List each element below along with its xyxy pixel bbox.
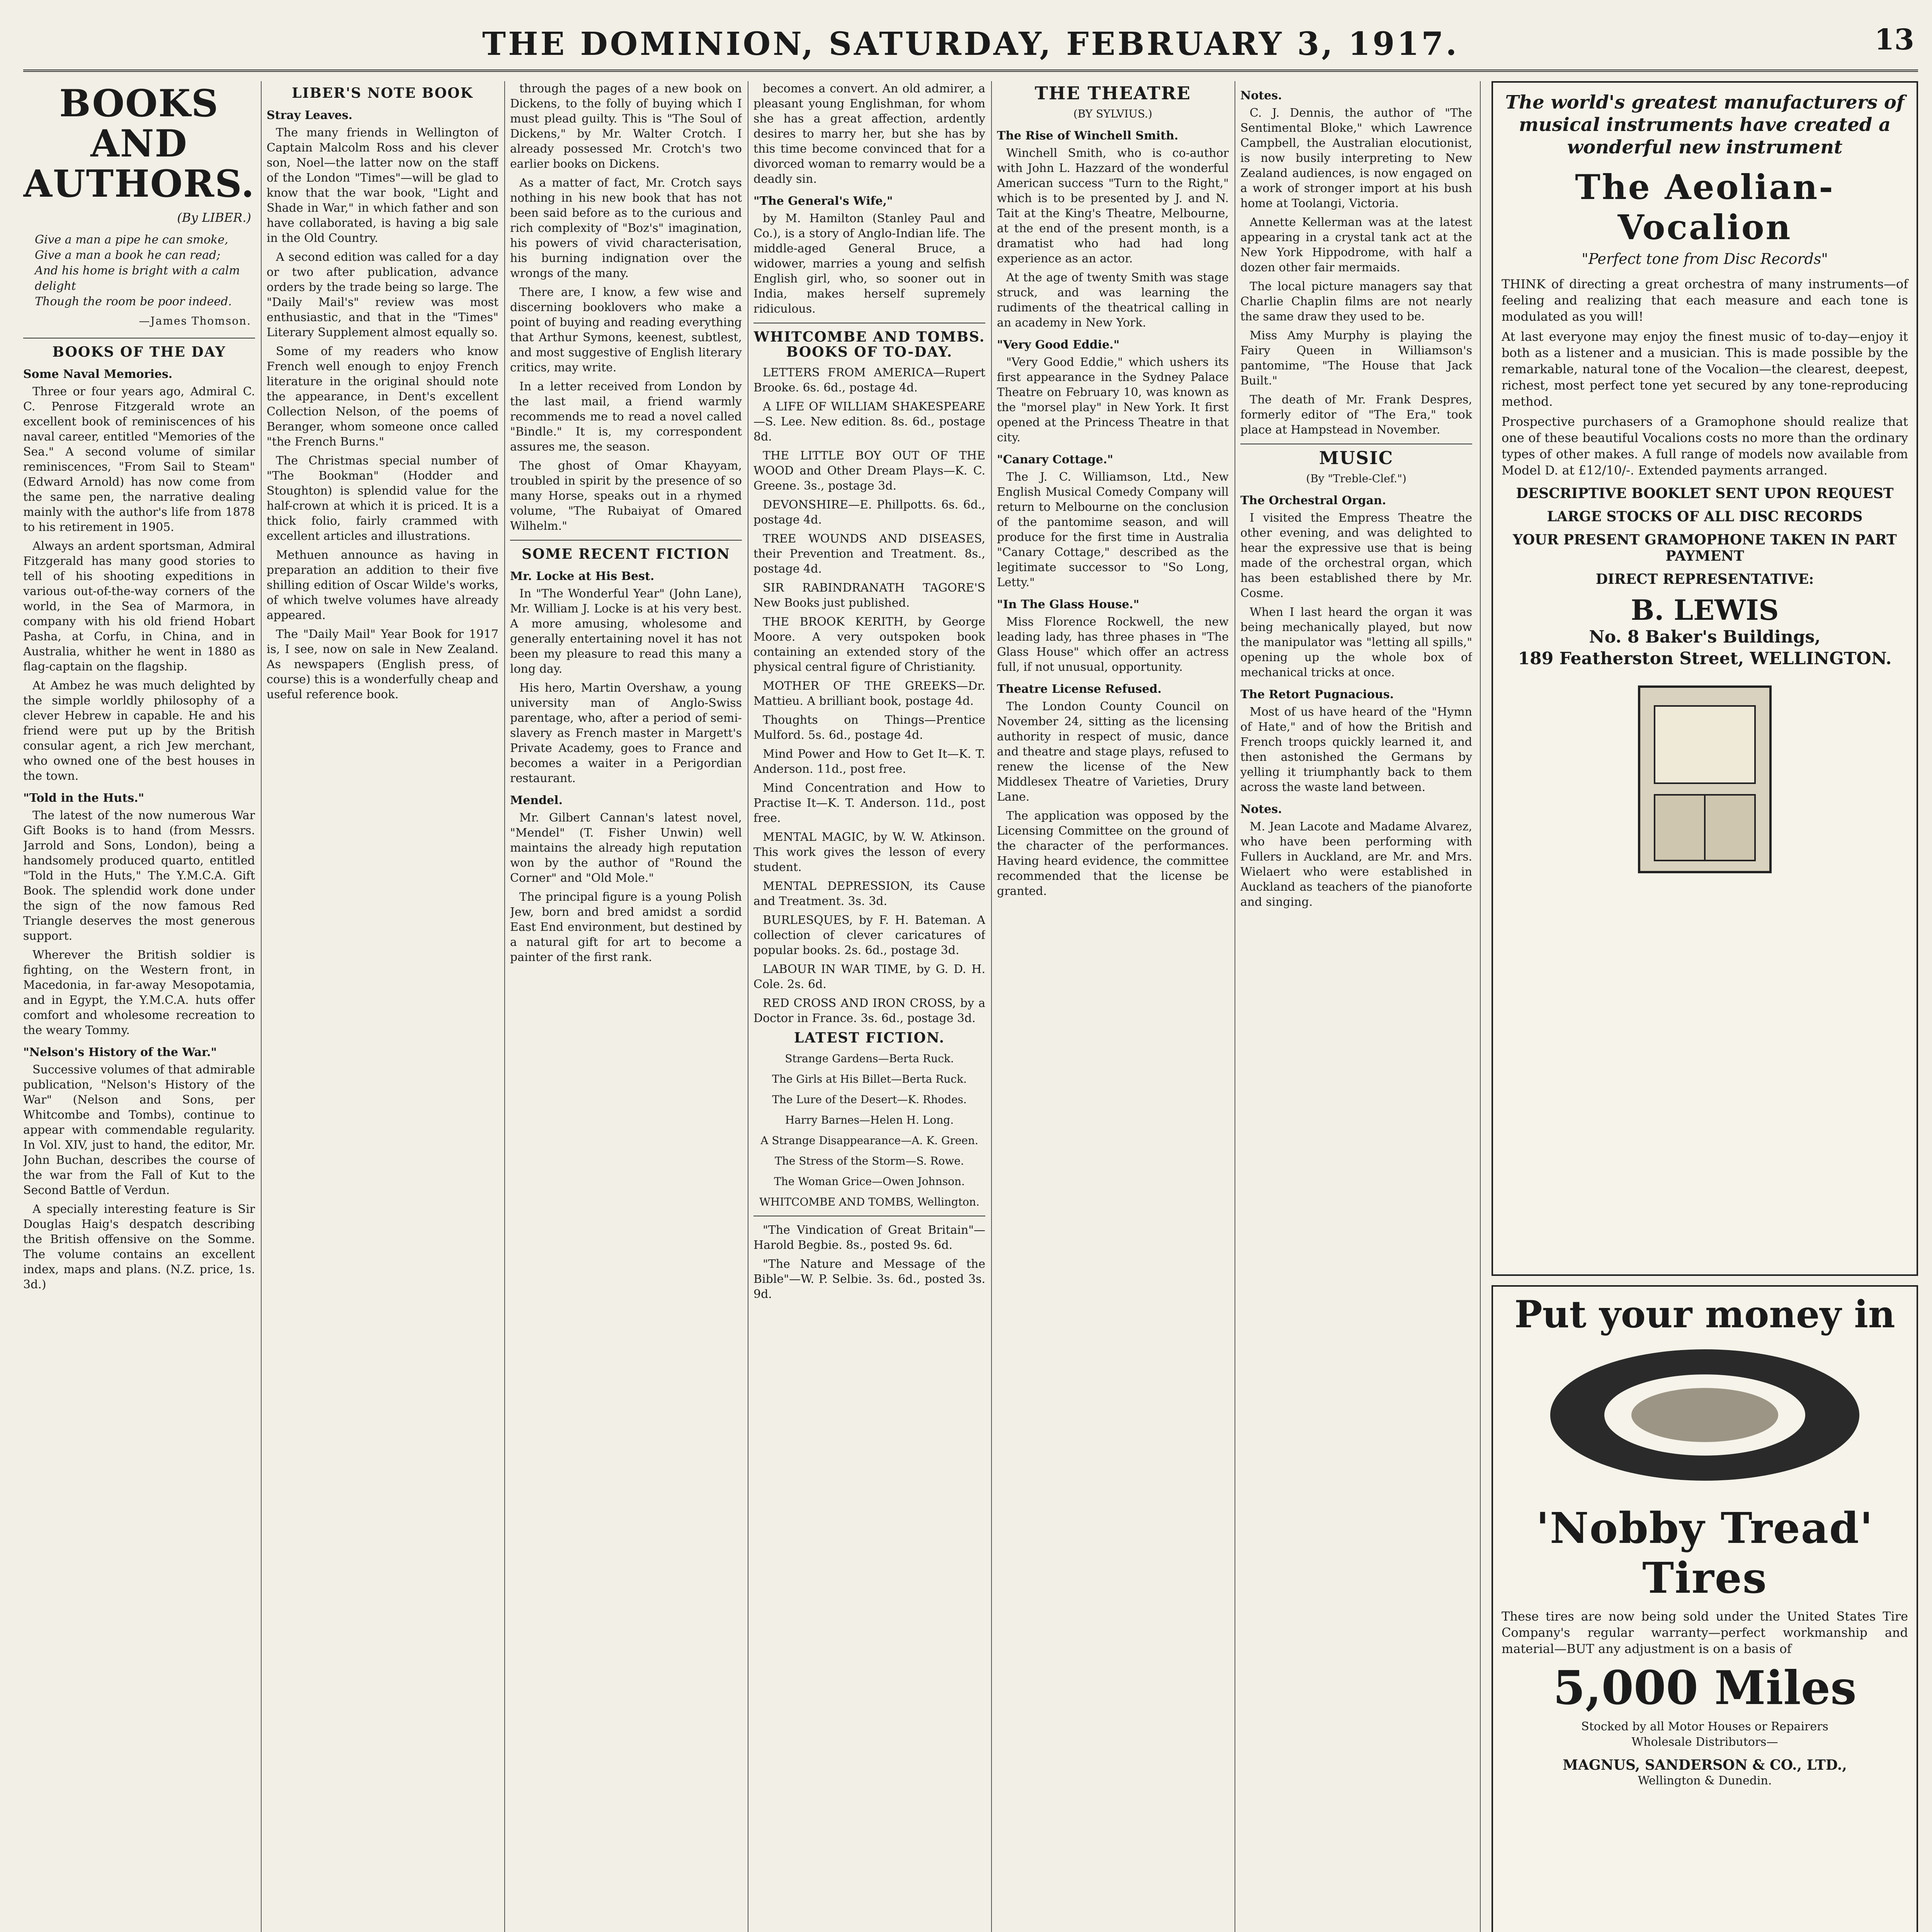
article-paragraph: The local picture managers say that Charlie Chaplin films are not nearly the same draw they used to be. [1240, 280, 1472, 323]
tire-advert [1492, 1285, 1918, 1932]
fiction-item: The Stress of the Storm—S. Rowe. [775, 1155, 964, 1167]
byline: (By LIBER.) [177, 210, 251, 225]
book-list-item: DEVONSHIRE—E. Phillpotts. 6s. 6d., postage 4d. [753, 498, 985, 527]
article-paragraph: becomes a convert. An old admirer, a pleasant young Englishman, for whom she has a great affection, ardently desires to marry her, but she has by this time become convinced that for a divorced woman to remarry would be a deadly sin. [753, 82, 985, 186]
article-paragraph: "The Vindication of Great Britain"—Harold Begbie. 8s., posted 9s. 6d. [753, 1223, 985, 1252]
article-paragraph: The death of Mr. Frank Despres, formerly editor of "The Era," took place at Hampstead in November. [1240, 393, 1472, 437]
book-list-item: MOTHER OF THE GREEKS—Dr. Mattieu. A brilliant book, postage 4d. [753, 679, 985, 708]
article-subhead: Notes. [1240, 89, 1282, 102]
fiction-item: A Strange Disappearance—A. K. Green. [760, 1134, 978, 1147]
warranty-mileage: 5,000 Miles [1553, 1661, 1857, 1715]
column-heading: LATEST FICTION. [794, 1030, 945, 1046]
article-subhead: Some Naval Memories. [23, 367, 173, 381]
divider [510, 540, 742, 541]
article-paragraph: The latest of the now numerous War Gift Books is to hand (from Messrs. Jarrold and Sons, London), being a handsomely produced quarto, entitled "Told in the Huts," The Y.M.C.A. Gift Book. The splendid work done under the sign of the now famous Red Triangle deserves the most generous support. [23, 809, 255, 943]
column-rule [261, 81, 262, 1932]
fiction-item: Strange Gardens—Berta Ruck. [785, 1052, 954, 1065]
article-paragraph: The London County Council on November 24, sitting as the licensing authority in respect of music, dance and theatre and stage plays, refused to renew the license of the New Middlesex Theatre of Varieties, Drury Lane. [997, 700, 1229, 804]
article-subhead: "In The Glass House." [997, 598, 1139, 611]
article-paragraph: The ghost of Omar Khayyam, troubled in spirit by the presence of so many Horse, speaks out in a rhymed volume, "The Rubaiyat of Omared Wilhelm." [510, 459, 742, 533]
article-paragraph: M. Jean Lacote and Madame Alvarez, who have been performing with Fullers in Auckland, are Mr. and Mrs. Wielaert who were established in Auckland as teachers of the pianoforte and singing. [1240, 820, 1472, 909]
article-paragraph: In a letter received from London by the last mail, a friend warmly recommends me to read a novel called "Bindle." It is, my correspondent assures me, the season. [510, 380, 742, 454]
book-list-item: RED CROSS AND IRON CROSS, by a Doctor in France. 3s. 6d., postage 3d. [753, 997, 985, 1025]
section-heading: THE THEATRE [1034, 83, 1191, 104]
article-subhead: The Rise of Winchell Smith. [997, 129, 1179, 143]
book-list-item: SIR RABINDRANATH TAGORE'S New Books just published. [753, 581, 985, 610]
fiction-item: The Lure of the Desert—K. Rhodes. [772, 1093, 967, 1106]
advertisement-column [1492, 81, 1918, 1932]
article-paragraph: The application was opposed by the Licensing Committee on the ground of the character of the performances. Having heard evidence, the committee recommended that the license be granted. [997, 809, 1229, 898]
page-number: 13 [1874, 23, 1914, 56]
column-heading: SOME RECENT FICTION [522, 546, 730, 562]
article-subhead: The Retort Pugnacious. [1240, 688, 1394, 701]
column-heading: WHITCOMBE AND TOMBS. BOOKS OF TO-DAY. [753, 329, 985, 360]
article-paragraph: Methuen announce as having in preparation an addition to their five shilling edition of Oscar Wilde's works, of which twelve volumes have already appeared. [267, 548, 498, 622]
article-paragraph: A second edition was called for a day or two after publication, advance orders by the trade being so large. The "Daily Mail's" review was most enthusiastic, and that in the "Times" Literary Supplement almost equally so. [267, 250, 498, 339]
ad-body: Prospective purchasers of a Gramophone should realize that one of these beautiful Vocalions costs no more than the ordinary types of other makes. A full range of models now available from Model D. at £12/10/-. Extended payments arranged. [1502, 414, 1908, 478]
ad-body: At last everyone may enjoy the finest music of to-day—enjoy it both as a listener and a musician. This is made possible by the remarkable, natural tone of the Vocalion—the clearest, deepest, richest, most perfect tone yet secured by any tone-reproducing method. [1502, 329, 1908, 409]
article-paragraph: The J. C. Williamson, Ltd., New English Musical Comedy Company will return to Melbourne on the conclusion of the pantomime season, and will produce for the first time in Australia "Canary Cottage," described as the legitimate successor to "So Long, Letty." [997, 470, 1229, 589]
ad-note: YOUR PRESENT GRAMOPHONE TAKEN IN PART PAYMENT [1513, 532, 1897, 564]
ad-note: LARGE STOCKS OF ALL DISC RECORDS [1547, 509, 1863, 525]
book-list-item: LETTERS FROM AMERICA—Rupert Brooke. 6s. 6d., postage 4d. [753, 366, 985, 395]
article-paragraph: C. J. Dennis, the author of "The Sentimental Bloke," which Lawrence Campbell, the Australian elocutionist, is now busily interpreting to New Zealand audiences, is now engaged on a work of stronger import at his bush home at Toolangi, Victoria. [1240, 106, 1472, 210]
article-paragraph: The "Daily Mail" Year Book for 1917 is, I see, now on sale in New Zealand. As newspapers (English press, of course) this is a wonderfully cheap and useful reference book. [267, 628, 498, 701]
article-paragraph: The principal figure is a young Polish Jew, born and bred amidst a sordid East End environment, but destined by a natural gift for art to become a painter of the first rank. [510, 890, 742, 964]
article-subhead: Theatre License Refused. [997, 682, 1162, 696]
article-paragraph: Some of my readers who know French well enough to enjoy French literature in the original should note the appearance, in Dent's excellent Collection Nelson, of the poems of Beranger, whom someone once called "the French Burns." [267, 345, 498, 449]
dealer-address: 189 Featherston Street, WELLINGTON. [1518, 649, 1892, 668]
book-list-item: MENTAL DEPRESSION, its Cause and Treatment. 3s. 3d. [753, 879, 985, 908]
verse-line: And his home is bright with a calm delight [35, 264, 240, 293]
ad-body: These tires are now being sold under the United States Tire Company's regular warranty—perfect workmanship and material—BUT any adjustment is on a basis of [1502, 1609, 1908, 1656]
article-paragraph: Always an ardent sportsman, Admiral Fitzgerald has many good stories to tell of his shooting expeditions in various out-of-the-way corners of the world, in the Sea of Marmora, in company with his old friend Hobart Pasha, at Corfu, in China, and in Australia, whither he went in 1880 as flag-captain on the flagship. [23, 539, 255, 673]
article-paragraph: Mr. Gilbert Cannan's latest novel, "Mendel" (T. Fisher Unwin) well maintains the already high reputation won by the author of "Round the Corner" and "Old Mole." [510, 811, 742, 885]
article-subhead: Mr. Locke at His Best. [510, 570, 655, 583]
article-paragraph: The many friends in Wellington of Captain Malcolm Ross and his clever son, Noel—the latter now on the staff of the London "Times"—will be glad to know that the war book, "Light and Shade in War," in which father and son have collaborated, is having a big sale in the Old Country. [267, 126, 498, 245]
article-paragraph: Winchell Smith, who is co-author with John L. Hazzard of the wonderful American success "Turn to the Right," which is to be presented by J. and N. Tait at the King's Theatre, Melbourne, at the end of the present month, is a dramatist who had had long experience as an actor. [997, 146, 1229, 265]
book-list-item: MENTAL MAGIC, by W. W. Atkinson. This work gives the lesson of every student. [753, 830, 985, 874]
article-subhead: Mendel. [510, 794, 563, 807]
article-paragraph: In "The Wonderful Year" (John Lane), Mr. William J. Locke is at his very best. A more amusing, wholesome and generally entertaining novel it has not been my pleasure to read this many a long day. [510, 587, 742, 676]
article-paragraph: The Christmas special number of "The Bookman" (Hodder and Stoughton) is splendid value for the half-crown at which it is priced. It is a thick folio, fairly crammed with excellent articles and illustrations. [267, 454, 498, 543]
column-1 [23, 81, 255, 1932]
article-paragraph: Miss Amy Murphy is playing the Fairy Queen in Williamson's pantomime, "The House that Jack Built." [1240, 329, 1472, 388]
verse-line: Though the room be poor indeed. [35, 295, 232, 308]
distributor-city: Wellington & Dunedin. [1638, 1774, 1772, 1787]
article-paragraph: I visited the Empress Theatre the other evening, and was delighted to hear the expressive use that is being made of the orchestral organ, which has been established there by Mr. Cosme. [1240, 511, 1472, 600]
ad-headline: Put your money in [1514, 1293, 1895, 1336]
article-paragraph: Three or four years ago, Admiral C. C. Penrose Fitzgerald wrote an excellent book of reminiscences of his naval career, entitled "Memories of the Sea." A second volume of similar reminiscences, "From Sail to Steam" (Edward Arnold) has now come from the same pen, the narrative dealing mainly with the author's life from 1878 to his retirement in 1905. [23, 385, 255, 534]
dealer-address: No. 8 Baker's Buildings, [1589, 627, 1821, 647]
ad-tagline: "Perfect tone from Disc Records" [1582, 250, 1828, 267]
book-list-item: LABOUR IN WAR TIME, by G. D. H. Cole. 2s. 6d. [753, 963, 985, 991]
column-2 [267, 81, 498, 1932]
article-subhead: "Canary Cottage." [997, 453, 1114, 466]
article-paragraph: "Very Good Eddie," which ushers its first appearance in the Sydney Palace Theatre on February 10, was known as the "morsel play" in New York. It first opened at the Princess Theatre in that city. [997, 355, 1229, 444]
column-rule [504, 81, 505, 1932]
column-5 [997, 81, 1229, 1932]
article-paragraph: Annette Kellerman was at the latest appearing in a crystal tank act at the New York Hippodrome, with half a dozen other fair mermaids. [1240, 216, 1472, 274]
article-paragraph: When I last heard the organ it was being mechanically played, but now the manipulator was "letting all spills," opening up the whole box of mechanical tricks at once. [1240, 605, 1472, 679]
column-heading: LIBER'S NOTE BOOK [292, 85, 473, 101]
article-subhead: "Told in the Huts." [23, 791, 145, 805]
book-list-item: BURLESQUES, by F. H. Bateman. A collection of clever caricatures of popular books. 2s. 6d., postage 3d. [753, 913, 985, 957]
article-paragraph: As a matter of fact, Mr. Crotch says nothing in his new book that has not been said before as to the curious and rich complexity of "Boz's" imagination, his powers of vivid characterisation, his burning indignation over the wrongs of the many. [510, 176, 742, 280]
gramophone-cabinet-illustration [1624, 679, 1786, 880]
article-subhead: "Very Good Eddie." [997, 338, 1120, 352]
dealer-name: B. LEWIS [1631, 594, 1779, 626]
fiction-item: The Woman Grice—Owen Johnson. [774, 1175, 965, 1188]
book-list-item: TREE WOUNDS AND DISEASES, their Prevention and Treatment. 8s., postage 4d. [753, 532, 985, 576]
article-paragraph: At the age of twenty Smith was stage struck, and was learning the rudiments of the theatrical calling in an academy in New York. [997, 271, 1229, 330]
epigraph [35, 232, 243, 310]
article-paragraph: by M. Hamilton (Stanley Paul and Co.), is a story of Anglo-Indian life. The middle-aged General Bruce, a widower, marries a young and selfish English girl, who, so sooner out in India, makes herself supremely ridiculous. [753, 212, 985, 316]
epigraph-attribution: —James Thomson. [139, 315, 251, 327]
vocalion-advert [1492, 81, 1918, 1276]
newspaper-title: THE DOMINION, SATURDAY, FEBRUARY 3, 1917. [482, 26, 1459, 63]
masthead [23, 15, 1918, 72]
article-paragraph: There are, I know, a few wise and discerning booklovers who make a point of buying and reading everything that Arthur Symons, keenest, subtlest, and most suggestive of English literary critics, may write. [510, 286, 742, 374]
column-rule [991, 81, 992, 1932]
article-subhead: Stray Leaves. [267, 109, 353, 122]
ad-note: DIRECT REPRESENTATIVE: [1595, 571, 1814, 587]
verse-line: Give a man a pipe he can smoke, [35, 233, 228, 247]
fiction-item: The Girls at His Billet—Berta Ruck. [772, 1073, 967, 1085]
tire-illustration [1531, 1334, 1879, 1496]
ad-brand: The Aeolian-Vocalion [1575, 167, 1835, 247]
distributor-name: MAGNUS, SANDERSON & CO., LTD., [1563, 1757, 1847, 1773]
column-heading: BOOKS OF THE DAY [52, 344, 226, 360]
column-rule [1480, 81, 1481, 1932]
bookseller-name: WHITCOMBE AND TOMBS, Wellington. [759, 1196, 980, 1208]
book-list-item: A LIFE OF WILLIAM SHAKESPEARE—S. Lee. New edition. 8s. 6d., postage 8d. [753, 400, 985, 444]
ad-brand: 'Nobby Tread' Tires [1536, 1503, 1874, 1603]
article-subhead: "The General's Wife," [753, 194, 893, 208]
ad-body: THINK of directing a great orchestra of many instruments—of feeling and realizing that each measure and each tone is modulated as you will! [1502, 277, 1908, 324]
column-3 [510, 81, 742, 1932]
section-heading: MUSIC [1319, 447, 1394, 468]
article-paragraph: At Ambez he was much delighted by the simple worldly philosophy of a clever Hebrew in capable. He and his friend were put up by the British consular agent, a rich Jew merchant, who owned one of the best houses in the town. [23, 679, 255, 783]
book-list-item: Mind Power and How to Get It—K. T. Anderson. 11d., post free. [753, 747, 985, 776]
fiction-item: Harry Barnes—Helen H. Long. [785, 1114, 954, 1126]
verse-line: Give a man a book he can read; [35, 248, 221, 262]
article-paragraph: Wherever the British soldier is fighting, on the Western front, in Macedonia, in far-away Mesopotamia, and in Egypt, the Y.M.C.A. huts offer comfort and wholesome recreation to the weary Tommy. [23, 948, 255, 1037]
byline: (By "Treble-Clef.") [1306, 472, 1406, 485]
book-list-item: Mind Concentration and How to Practise It—K. T. Anderson. 11d., post free. [753, 781, 985, 825]
byline: (BY SYLVIUS.) [1073, 107, 1153, 120]
article-paragraph: Most of us have heard of the "Hymn of Hate," and of how the British and French troops quickly learned it, and then astonished the Germans by yelling it triumphantly back to them across the waste land between. [1240, 705, 1472, 794]
article-subhead: Notes. [1240, 803, 1282, 816]
article-paragraph: through the pages of a new book on Dickens, to the folly of buying which I must plead guilty. This is "The Soul of Dickens," by Mr. Walter Crotch. I already possessed Mr. Crotch's two earlier books on Dickens. [510, 82, 742, 171]
ad-cta: DESCRIPTIVE BOOKLET SENT UPON REQUEST [1516, 485, 1894, 502]
section-headline: BOOKS AND AUTHORS. [23, 82, 255, 206]
ad-note: Wholesale Distributors— [1631, 1735, 1778, 1749]
article-paragraph: Miss Florence Rockwell, the new leading lady, has three phases in "The Glass House" which offer an actress full, if not unusual, opportunity. [997, 615, 1229, 674]
article-paragraph: Successive volumes of that admirable publication, "Nelson's History of the War" (Nelson and Sons, per Whitcombe and Tombs), continue to appear with commendable regularity. In Vol. XIV, just to hand, the editor, Mr. John Buchan, describes the course of the war from the Fall of Kut to the Second Battle of Verdun. [23, 1063, 255, 1197]
article-paragraph: "The Nature and Message of the Bible"—W. P. Selbie. 3s. 6d., posted 3s. 9d. [753, 1257, 985, 1301]
ad-note: Stocked by all Motor Houses or Repairers [1581, 1720, 1828, 1733]
article-paragraph: A specially interesting feature is Sir Douglas Haig's despatch describing the British offensive on the Somme. The volume contains an excellent index, maps and plans. (N.Z. price, 1s. 3d.) [23, 1202, 255, 1291]
article-subhead: The Orchestral Organ. [1240, 494, 1386, 507]
column-4 [753, 81, 985, 1932]
column-6 [1240, 81, 1472, 1932]
article-subhead: "Nelson's History of the War." [23, 1046, 217, 1059]
book-list-item: THE BROOK KERITH, by George Moore. A very outspoken book containing an extended story of the physical central figure of Christianity. [753, 615, 985, 674]
ad-slogan: The world's greatest manufacturers of musical instruments have created a wonderful new instrument [1505, 92, 1905, 158]
book-list-item: Thoughts on Things—Prentice Mulford. 5s. 6d., postage 4d. [753, 713, 985, 742]
article-paragraph: His hero, Martin Overshaw, a young university man of Anglo-Swiss parentage, who, after a period of semi-slavery as French master in Margett's Private Academy, goes to France and becomes a waiter in a Perigordian restaurant. [510, 681, 742, 785]
book-list-item: THE LITTLE BOY OUT OF THE WOOD and Other Dream Plays—K. C. Greene. 3s., postage 3d. [753, 449, 985, 493]
